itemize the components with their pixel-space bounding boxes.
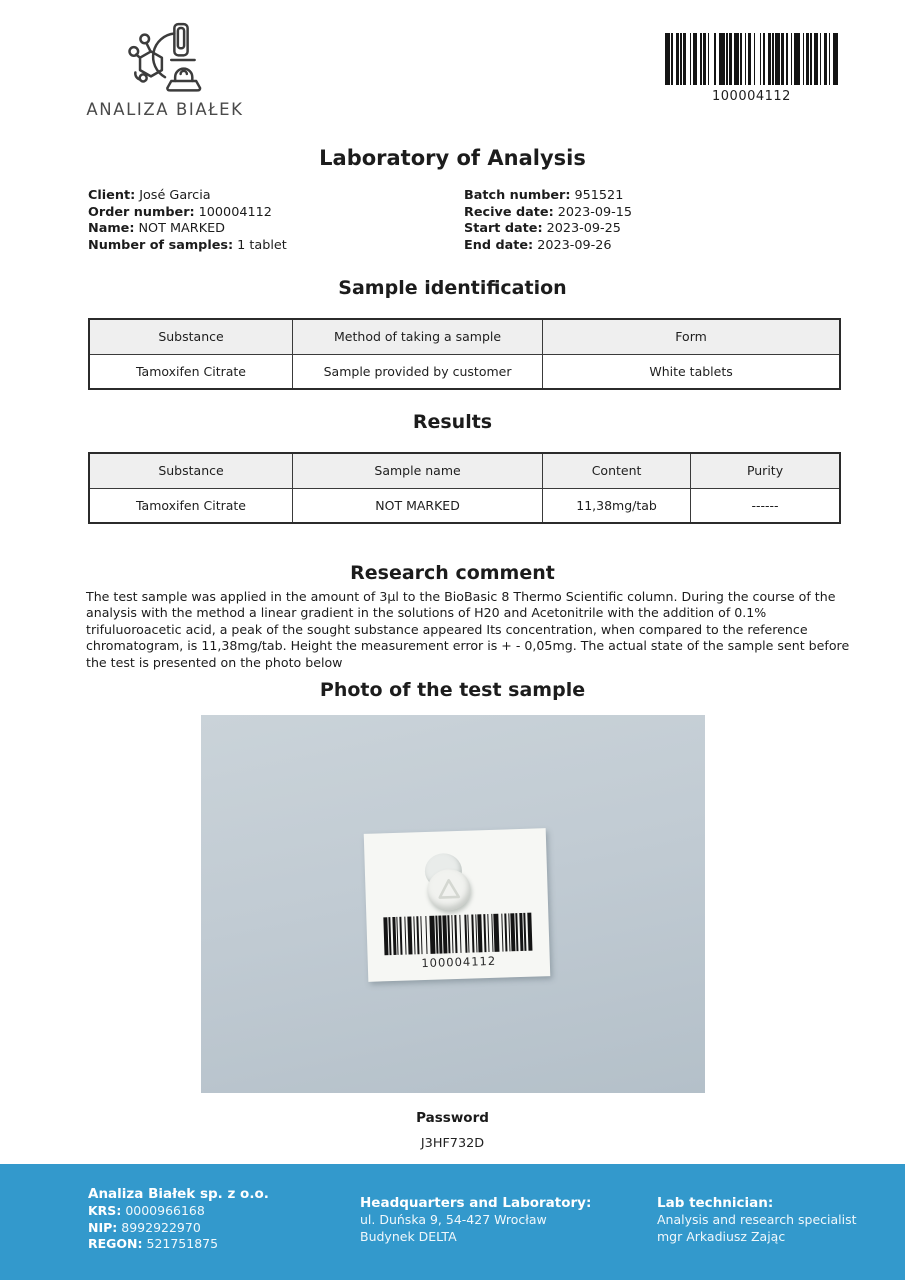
page-title: Laboratory of Analysis (319, 146, 586, 170)
column-header: Content (543, 453, 691, 488)
table-row (89, 488, 840, 523)
start-date-line: Start date: 2023-09-25 (464, 221, 621, 237)
sample-name-cell: NOT MARKED (293, 488, 543, 523)
substance-cell: Tamoxifen Citrate (89, 354, 293, 389)
table-header-row (89, 319, 840, 354)
purity-cell: ------ (691, 488, 840, 523)
research-comment-heading: Research comment (350, 562, 555, 584)
tablet-triangle-imprint-icon (435, 876, 463, 904)
client-line: Client: José Garcia (88, 188, 211, 203)
footer-technician-heading: Lab technician: (657, 1195, 774, 1211)
footer-technician-role: Analysis and research specialist (657, 1211, 857, 1227)
order-barcode (665, 33, 838, 104)
samples-count-line: Number of samples: 1 tablet (88, 237, 287, 253)
footer-technician-block (657, 1195, 857, 1245)
column-header: Method of taking a sample (293, 319, 543, 354)
table-header-row (89, 453, 840, 488)
barcode-icon (383, 913, 532, 956)
tablet-front (427, 869, 471, 911)
batch-info-block (464, 188, 632, 254)
sample-barcode-number: 100004112 (421, 953, 497, 971)
sample-identification-table (88, 318, 841, 390)
order-barcode-number: 100004112 (712, 89, 791, 104)
content-cell: 11,38mg/tab (543, 488, 691, 523)
footer-technician-name: mgr Arkadiusz Zając (657, 1228, 786, 1244)
photo-section-heading: Photo of the test sample (319, 679, 586, 701)
end-date-line: End date: 2023-09-26 (464, 237, 612, 253)
footer-krs-line: KRS: 0000966168 (88, 1202, 205, 1218)
form-cell: White tablets (543, 354, 840, 389)
footer (0, 1164, 905, 1280)
footer-hq-address: ul. Duńska 9, 54-427 Wrocław (360, 1211, 547, 1227)
footer-regon-line: REGON: 521751875 (88, 1236, 219, 1252)
client-info-block (88, 188, 287, 254)
footer-headquarters-block (360, 1195, 591, 1245)
footer-company-block (88, 1186, 269, 1253)
microscope-molecule-logo-icon (126, 20, 204, 100)
column-header: Sample name (293, 453, 543, 488)
footer-company-name: Analiza Białek sp. z o.o. (88, 1186, 269, 1202)
results-table (88, 452, 841, 524)
table-row (89, 354, 840, 389)
company-logo-name: ANALIZA BIAŁEK (86, 100, 244, 119)
password-value: J3HF732D (420, 1136, 485, 1151)
column-header: Substance (89, 319, 293, 354)
substance-cell: Tamoxifen Citrate (89, 488, 293, 523)
research-comment-text: The test sample was applied in the amount of 3μl to the BioBasic 8 Thermo Scientific column. During the course of the analysis with the method a linear gradient in the solutions of H20 and Acetonitrile with the addition of 0.1% trifuluoroacetic acid, a peak of the sought substance appeared Its concentration, when compared to the reference chromatogram, is 11,38mg/tab. Height the measurement error is + - 0,05mg. The actual state of the sample sent before the test is presented on the photo below (86, 589, 850, 670)
barcode-icon (665, 33, 838, 85)
footer-nip-line: NIP: 8992922970 (88, 1219, 201, 1235)
footer-hq-building: Budynek DELTA (360, 1228, 457, 1244)
method-cell: Sample provided by customer (293, 354, 543, 389)
password-label: Password (416, 1110, 489, 1126)
footer-hq-heading: Headquarters and Laboratory: (360, 1195, 592, 1211)
order-number-line: Order number: 100004112 (88, 204, 272, 220)
results-heading: Results (412, 411, 493, 433)
batch-number-line: Batch number: 951521 (464, 188, 624, 203)
test-sample-photo (201, 715, 705, 1093)
column-header: Form (543, 319, 840, 354)
name-line: Name: NOT MARKED (88, 221, 226, 237)
sample-identification-heading: Sample identification (338, 277, 567, 299)
column-header: Substance (89, 453, 293, 488)
sample-label-barcode (383, 913, 533, 972)
sample-label-paper (364, 828, 551, 982)
column-header: Purity (691, 453, 840, 488)
receive-date-line: Recive date: 2023-09-15 (464, 204, 633, 220)
